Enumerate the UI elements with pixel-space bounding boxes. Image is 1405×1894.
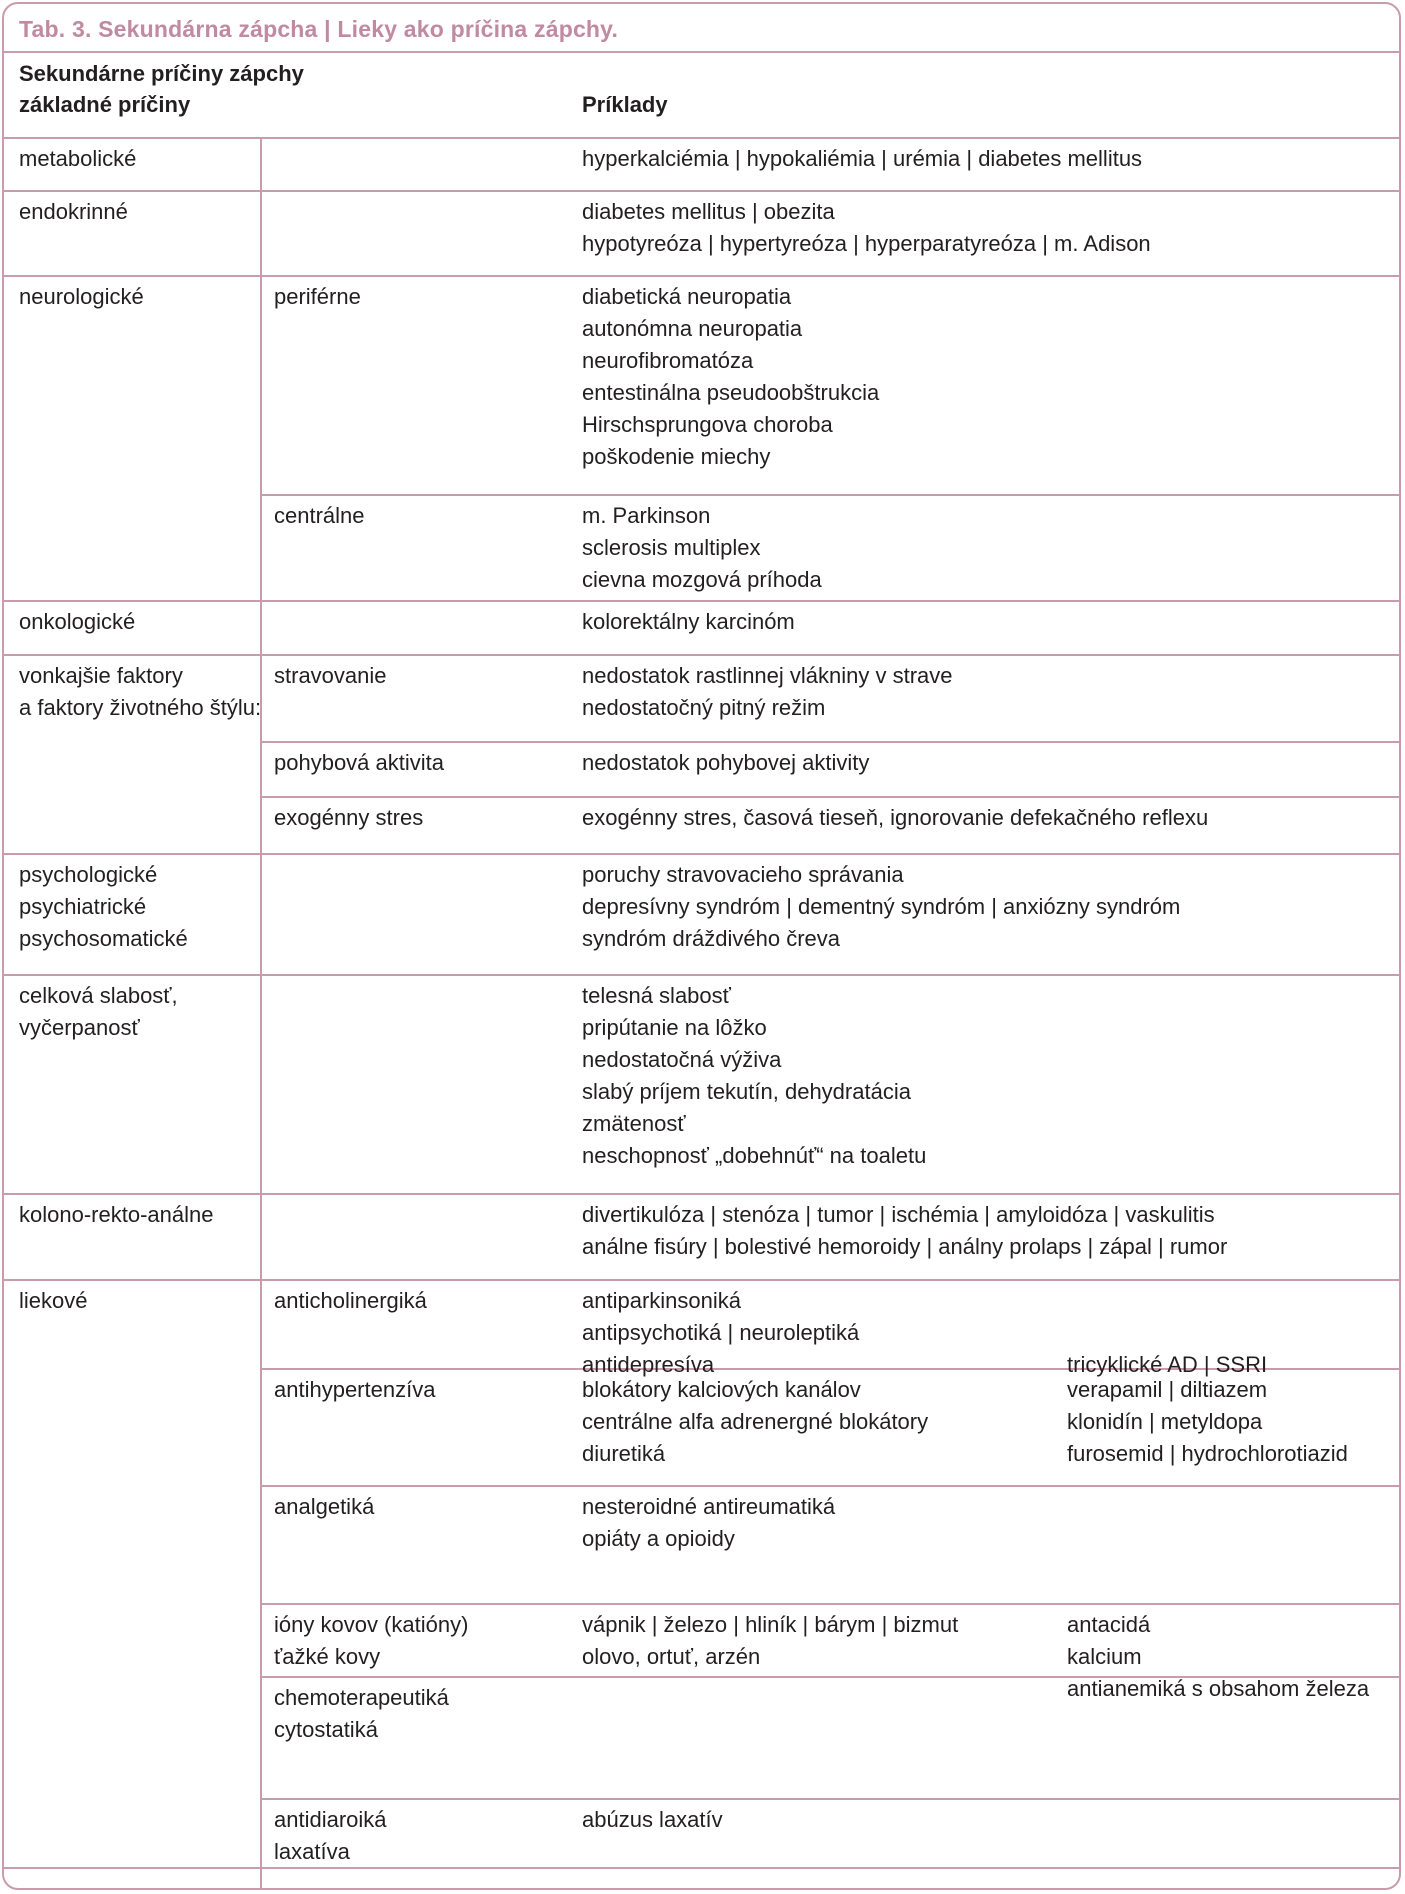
subcause-cell (274, 1285, 427, 1317)
extra-cell-line (1067, 1285, 1267, 1317)
subcause-cell (274, 747, 444, 779)
examples-cell-line: diabetická neuropatia (582, 284, 792, 309)
examples-cell-line: cievna mozgová príhoda (582, 567, 822, 592)
table-frame (2, 2, 1401, 1890)
row-divider (4, 1193, 1399, 1195)
cause-cell-line: metabolické (19, 146, 137, 171)
examples-cell-line: centrálne alfa adrenergné blokátory (582, 1409, 929, 1434)
examples-cell (582, 606, 795, 638)
examples-cell-line: nedostatok rastlinnej vlákniny v strave (582, 663, 953, 688)
examples-cell (582, 1491, 835, 1555)
examples-cell-line: neurofibromatóza (582, 348, 754, 373)
row-divider (260, 1798, 1399, 1800)
subcause-cell-line: ióny kovov (katióny) (274, 1612, 469, 1637)
examples-cell (582, 1199, 1227, 1263)
examples-cell-line: divertikulóza | stenóza | tumor | ischémia | amyloidóza | vaskulitis (582, 1202, 1215, 1227)
examples-cell-line: depresívny syndróm | dementný syndróm | anxiózny syndróm (582, 894, 1181, 919)
subcause-cell (274, 500, 365, 532)
subcause-cell-line: laxatíva (274, 1839, 350, 1864)
examples-cell-line: sclerosis multiplex (582, 535, 761, 560)
row-divider (4, 600, 1399, 602)
table-title: Tab. 3. Sekundárna zápcha | Lieky ako príčina zápchy. (4, 4, 1399, 53)
cause-cell-line: vonkajšie faktory (19, 663, 183, 688)
cause-cell-line: neurologické (19, 284, 144, 309)
examples-cell-line: opiáty a opioidy (582, 1526, 735, 1551)
row-divider (4, 1279, 1399, 1281)
examples-cell-line: antipsychotiká | neuroleptiká (582, 1320, 860, 1345)
header-cause-line1: Sekundárne príčiny zápchy (19, 61, 304, 86)
examples-cell-line: m. Parkinson (582, 503, 711, 528)
subcause-cell (274, 1804, 387, 1868)
row-divider (260, 1603, 1399, 1605)
subcause-cell-line: cytostatiká (274, 1717, 378, 1742)
examples-cell-line: diabetes mellitus | obezita (582, 199, 835, 224)
subcause-cell (274, 1491, 374, 1523)
extra-cell-line: furosemid | hydrochlorotiazid (1067, 1441, 1348, 1466)
cause-cell (19, 143, 136, 175)
examples-cell-line: pripútanie na lôžko (582, 1015, 767, 1040)
examples-cell-line: antidepresíva (582, 1352, 715, 1377)
subcause-cell-line: antidiaroiká (274, 1807, 387, 1832)
examples-cell-line: exogénny stres, časová tieseň, ignorovanie defekačného reflexu (582, 805, 1209, 830)
extra-cell (1067, 1609, 1369, 1705)
examples-cell (582, 1285, 859, 1381)
subcause-cell (274, 1609, 468, 1673)
cause-cell (19, 980, 178, 1044)
examples-cell (582, 1609, 958, 1673)
constipation-table (4, 53, 1399, 1888)
cause-cell (19, 1199, 213, 1231)
examples-cell-line: hypotyreóza | hypertyreóza | hyperparatyreóza | m. Adison (582, 231, 1151, 256)
examples-cell-line: slabý príjem tekutín, dehydratácia (582, 1079, 911, 1104)
examples-cell-line: diuretiká (582, 1441, 666, 1466)
extra-cell-line: kalcium (1067, 1644, 1142, 1669)
examples-cell-line: autonómna neuropatia (582, 316, 803, 341)
subcause-cell-line: chemoterapeutiká (274, 1685, 449, 1710)
cause-cell-line: onkologické (19, 609, 136, 634)
examples-cell-line: entestinálna pseudoobštrukcia (582, 380, 880, 405)
subcause-cell (274, 1682, 449, 1746)
subcause-cell-line: pohybová aktivita (274, 750, 444, 775)
examples-cell (582, 980, 926, 1172)
subcause-cell-line: stravovanie (274, 663, 387, 688)
examples-cell-line: antiparkinsoniká (582, 1288, 741, 1313)
examples-cell (582, 802, 1208, 834)
extra-cell (1067, 1374, 1348, 1470)
subcause-cell (274, 1374, 435, 1406)
subcause-cell-line: antihypertenzíva (274, 1377, 436, 1402)
examples-cell-line: nedostatočná výživa (582, 1047, 782, 1072)
cause-cell-line: a faktory životného štýlu: (19, 695, 262, 720)
column-divider (260, 137, 262, 1888)
header-examples-label: Príklady (582, 92, 668, 117)
header-examples (582, 89, 668, 120)
cause-cell (19, 606, 135, 638)
row-divider (260, 494, 1399, 496)
row-divider (4, 654, 1399, 656)
subcause-cell-line: anticholinergiká (274, 1288, 427, 1313)
examples-cell (582, 196, 1151, 260)
subcause-cell (274, 660, 387, 692)
examples-cell-line: poruchy stravovacieho správania (582, 862, 904, 887)
subcause-cell-line: ťažké kovy (274, 1644, 381, 1669)
cause-cell-line: psychologické (19, 862, 158, 887)
extra-cell-line: tricyklické AD | SSRI (1067, 1352, 1268, 1377)
row-divider (4, 137, 1399, 139)
examples-cell-line: nedostatok pohybovej aktivity (582, 750, 870, 775)
subcause-cell-line: exogénny stres (274, 805, 424, 830)
examples-cell-line: poškodenie miechy (582, 444, 771, 469)
extra-cell-line: antacidá (1067, 1612, 1151, 1637)
extra-cell-line: verapamil | diltiazem (1067, 1377, 1268, 1402)
extra-cell-line: antianemiká s obsahom železa (1067, 1676, 1370, 1701)
row-divider (4, 275, 1399, 277)
cause-cell-line: psychiatrické (19, 894, 147, 919)
examples-cell-line: syndróm dráždivého čreva (582, 926, 841, 951)
cause-cell (19, 196, 128, 228)
cause-cell (19, 859, 188, 955)
examples-cell (582, 500, 822, 596)
row-divider (260, 1485, 1399, 1487)
row-divider (260, 796, 1399, 798)
examples-cell-line: kolorektálny karcinóm (582, 609, 795, 634)
subcause-cell-line: analgetiká (274, 1494, 375, 1519)
examples-cell-line: zmätenosť (582, 1111, 686, 1136)
extra-cell-line: klonidín | metyldopa (1067, 1409, 1263, 1434)
cause-cell-line: celková slabosť, (19, 983, 178, 1008)
examples-cell-line: nedostatočný pitný režim (582, 695, 826, 720)
row-divider (4, 974, 1399, 976)
row-divider (4, 1867, 1399, 1869)
subcause-cell-line: periférne (274, 284, 361, 309)
subcause-cell (274, 281, 361, 313)
examples-cell (582, 143, 1142, 175)
examples-cell-line: hyperkalciémia | hypokaliémia | urémia | diabetes mellitus (582, 146, 1143, 171)
header-cause-line2: základné príčiny (19, 92, 191, 117)
examples-cell-line: abúzus laxatív (582, 1807, 723, 1832)
examples-cell (582, 747, 869, 779)
examples-cell-line: vápnik | železo | hliník | bárym | bizmut (582, 1612, 959, 1637)
examples-cell-line: Hirschsprungova choroba (582, 412, 833, 437)
cause-cell-line: endokrinné (19, 199, 128, 224)
cause-cell-line: liekové (19, 1288, 88, 1313)
row-divider (4, 853, 1399, 855)
extra-cell-line (1067, 1317, 1267, 1349)
examples-cell (582, 1804, 723, 1836)
examples-cell-line: análne fisúry | bolestivé hemoroidy | análny prolaps | zápal | rumor (582, 1234, 1228, 1259)
row-divider (4, 190, 1399, 192)
examples-cell-line: olovo, ortuť, arzén (582, 1644, 761, 1669)
examples-cell-line: blokátory kalciových kanálov (582, 1377, 861, 1402)
subcause-cell (274, 802, 423, 834)
extra-cell (1067, 1285, 1267, 1381)
cause-cell-line: kolono-rekto-análne (19, 1202, 214, 1227)
examples-cell (582, 660, 953, 724)
examples-cell (582, 859, 1180, 955)
examples-cell (582, 1374, 928, 1470)
header-cause (19, 58, 304, 120)
row-divider (260, 741, 1399, 743)
cause-cell (19, 1285, 87, 1317)
cause-cell-line: vyčerpanosť (19, 1015, 140, 1040)
cause-cell-line: psychosomatické (19, 926, 188, 951)
cause-cell (19, 660, 261, 724)
subcause-cell-line: centrálne (274, 503, 365, 528)
examples-cell-line: telesná slabosť (582, 983, 731, 1008)
examples-cell-line: neschopnosť „dobehnúť“ na toaletu (582, 1143, 927, 1168)
examples-cell-line: nesteroidné antireumatiká (582, 1494, 836, 1519)
cause-cell (19, 281, 144, 313)
examples-cell (582, 281, 879, 473)
